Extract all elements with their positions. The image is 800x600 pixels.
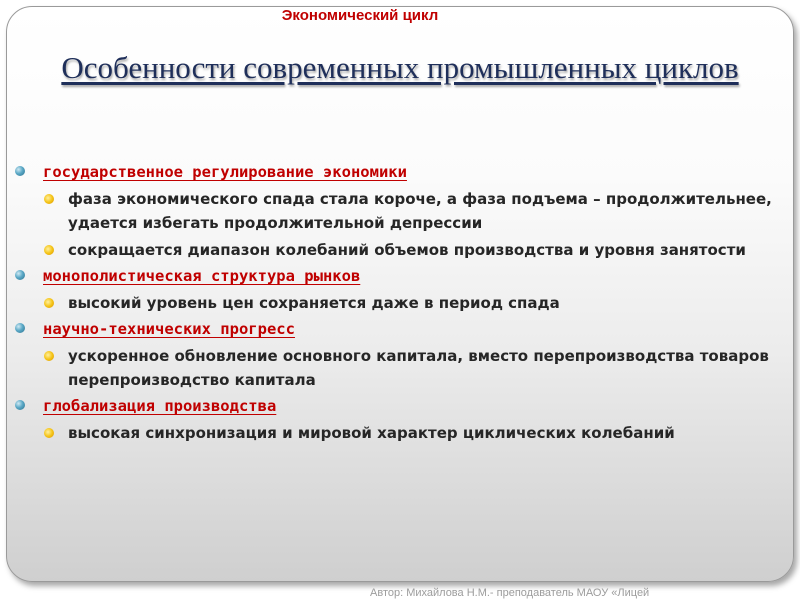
section-heading-text: государственное регулирование экономики — [43, 163, 407, 181]
blue-ball-bullet-icon — [15, 323, 25, 333]
section-heading — [12, 394, 782, 418]
list-item — [12, 160, 782, 262]
list-item — [12, 264, 782, 315]
section-heading-text: научно-технических прогресс — [43, 320, 295, 338]
gold-ball-bullet-icon — [44, 351, 54, 361]
sub-bullet — [12, 291, 782, 315]
sub-bullet — [12, 344, 782, 392]
blue-ball-bullet-icon — [15, 270, 25, 280]
bullet-list — [12, 158, 782, 445]
section-heading-text: глобализация производства — [43, 397, 277, 415]
page-title-text: Особенности современных промышленных циклов — [61, 50, 739, 85]
gold-ball-bullet-icon — [44, 428, 54, 438]
sub-bullet — [12, 238, 782, 262]
gold-ball-bullet-icon — [44, 194, 54, 204]
sub-bullet-text: сокращается диапазон колебаний объемов производства и уровня занятости — [68, 241, 746, 259]
sub-bullet — [12, 421, 782, 445]
section-heading — [12, 160, 782, 184]
list-item — [12, 317, 782, 392]
list-item — [12, 394, 782, 445]
gold-ball-bullet-icon — [44, 298, 54, 308]
blue-ball-bullet-icon — [15, 400, 25, 410]
section-heading-text: монополистическая структура рынков — [43, 267, 361, 285]
blue-ball-bullet-icon — [15, 166, 25, 176]
section-heading — [12, 264, 782, 288]
sub-bullet-text: высокая синхронизация и мировой характер циклических колебаний — [68, 424, 675, 442]
sub-bullet-text: фаза экономического спада стала короче, а фаза подъема – продолжительнее, удается избегать продолжительной депрессии — [68, 190, 772, 232]
sub-bullet-text: ускоренное обновление основного капитала, вместо перепроизводства товаров перепроизводство капитала — [68, 347, 769, 389]
section-heading — [12, 317, 782, 341]
footer-author: Автор: Михайлова Н.М.- преподаватель МАОУ «Лицей — [370, 587, 650, 599]
gold-ball-bullet-icon — [44, 245, 54, 255]
sub-bullet — [12, 187, 782, 235]
sub-bullet-text: высокий уровень цен сохраняется даже в период спада — [68, 294, 560, 312]
page-title — [20, 46, 780, 90]
slide-super-title: Экономический цикл — [281, 7, 439, 24]
